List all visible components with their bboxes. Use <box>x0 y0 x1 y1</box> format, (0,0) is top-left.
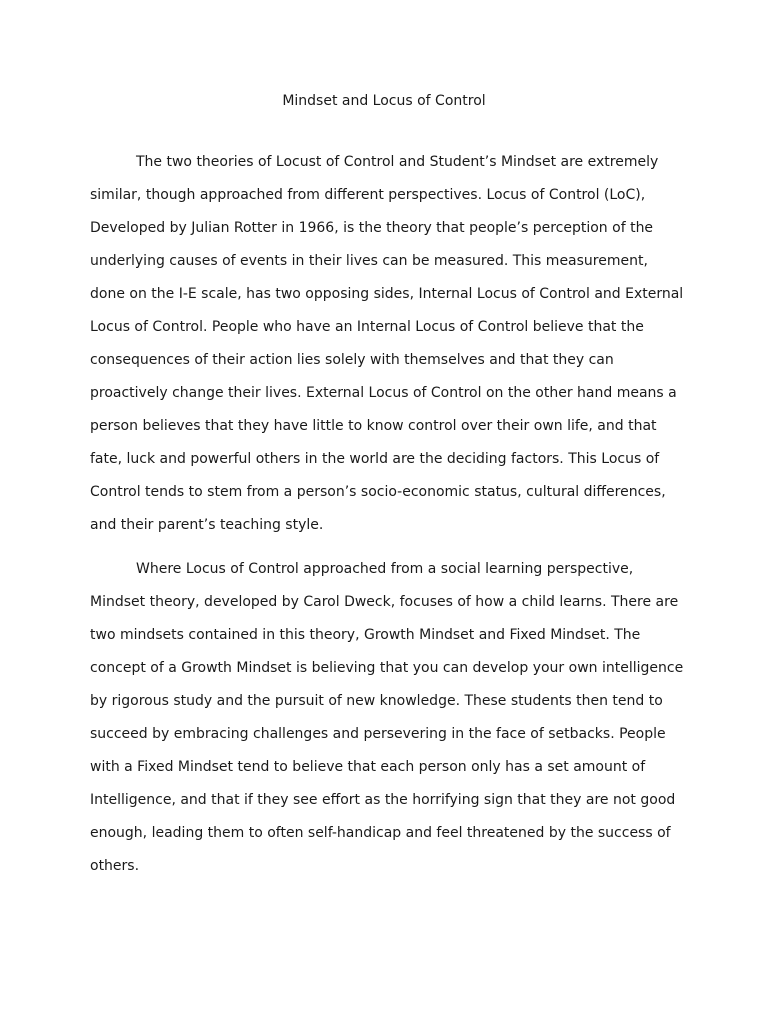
text-line: by rigorous study and the pursuit of new knowledge. These students then tend to <box>90 693 663 709</box>
document-title: Mindset and Locus of Control <box>282 93 486 109</box>
text-line: Developed by Julian Rotter in 1966, is the theory that people’s perception of the <box>90 220 654 236</box>
text-line: person believes that they have little to know control over their own life, and that <box>90 418 657 434</box>
text-line: two mindsets contained in this theory, Growth Mindset and Fixed Mindset. The <box>90 627 641 643</box>
text-line: succeed by embracing challenges and persevering in the face of setbacks. People <box>90 726 666 742</box>
text-line: and their parent’s teaching style. <box>90 517 324 533</box>
text-line: fate, luck and powerful others in the world are the deciding factors. This Locus of <box>90 451 660 467</box>
text-line: consequences of their action lies solely with themselves and that they can <box>90 352 614 368</box>
text-line: Mindset theory, developed by Carol Dweck, focuses of how a child learns. There are <box>90 594 679 610</box>
text-line: Control tends to stem from a person’s socio-economic status, cultural differences, <box>90 484 666 500</box>
text-line: Intelligence, and that if they see effort as the horrifying sign that they are not good <box>90 792 676 808</box>
text-line: done on the I-E scale, has two opposing sides, Internal Locus of Control and External <box>90 286 684 302</box>
text-line: concept of a Growth Mindset is believing that you can develop your own intelligence <box>90 660 684 676</box>
text-line: proactively change their lives. External Locus of Control on the other hand means a <box>90 385 677 401</box>
text-line: underlying causes of events in their lives can be measured. This measurement, <box>90 253 648 269</box>
text-line: Where Locus of Control approached from a social learning perspective, <box>136 561 634 577</box>
text-line: with a Fixed Mindset tend to believe that each person only has a set amount of <box>90 759 646 775</box>
text-line: The two theories of Locust of Control and Student’s Mindset are extremely <box>136 154 659 170</box>
paragraph-2 <box>90 553 690 883</box>
text-line: others. <box>90 858 140 874</box>
text-line: enough, leading them to often self-handicap and feel threatened by the success of <box>90 825 671 841</box>
text-line: Locus of Control. People who have an Internal Locus of Control believe that the <box>90 319 644 335</box>
paragraph-1 <box>90 146 690 542</box>
text-line: similar, though approached from different perspectives. Locus of Control (LoC), <box>90 187 646 203</box>
